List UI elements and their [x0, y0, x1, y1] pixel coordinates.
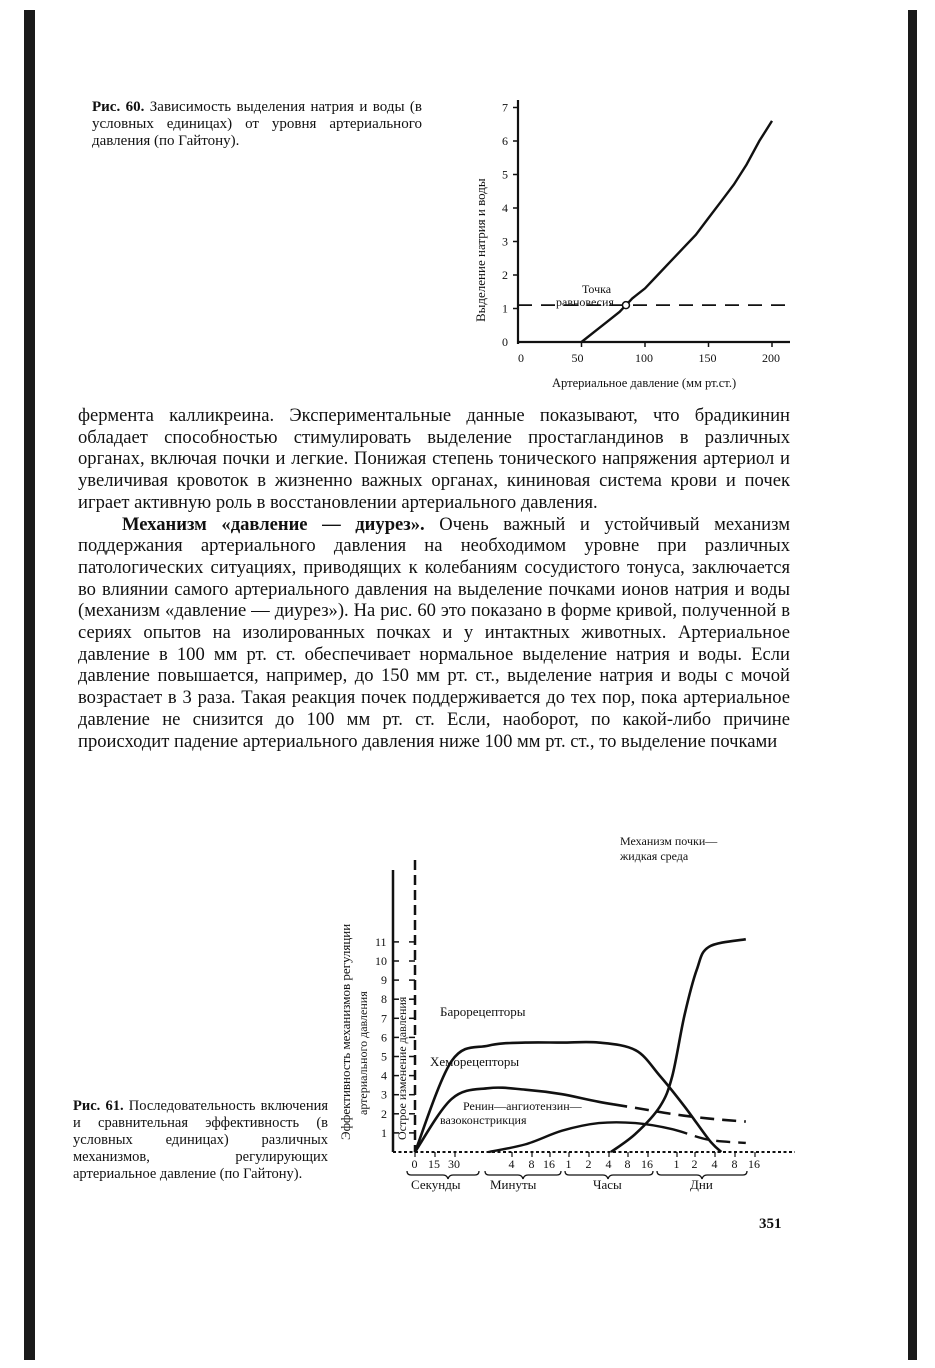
- figure-60-ticks: [502, 101, 780, 366]
- figure-61-annotation-kidney-1: Механизм почки—: [620, 834, 718, 848]
- figure-60-x-tick-label: 150: [698, 351, 717, 365]
- scan-edge-left: [24, 10, 35, 1360]
- figure-60-annotation-2: равновесия: [556, 295, 614, 309]
- figure-61-chart: [335, 830, 805, 1210]
- figure-61-x-tick-label: 4: [605, 1157, 612, 1171]
- figure-61-ylabel-inner: Острое изменение давления: [395, 996, 409, 1140]
- figure-60-y-tick-label: 3: [502, 234, 508, 249]
- figure-60-y-tick-label: 2: [502, 268, 508, 282]
- figure-60-caption-label: Рис. 60.: [92, 99, 145, 115]
- figure-60-y-tick-label: 5: [502, 167, 508, 182]
- figure-61-caption-text: Последовательность включения и сравнительная эффективность (в условных единицах) различных механизмов, регулирующих артериальное давление (по Гайтону).: [73, 1098, 329, 1182]
- figure-60-y-tick-label: 7: [502, 100, 508, 115]
- figure-61-y-tick-label: 6: [381, 1030, 387, 1045]
- figure-61-y-tick-label: 2: [381, 1106, 387, 1121]
- paragraph-2: [78, 514, 790, 753]
- figure-61-x-tick-label: 16: [641, 1157, 653, 1171]
- figure-61-x-tick-label: 8: [528, 1157, 535, 1171]
- figure-61-x-tick-label: 15: [428, 1157, 440, 1171]
- figure-60-y-tick-label: 6: [502, 134, 508, 148]
- figure-61-x-tick-label: 16: [543, 1157, 555, 1171]
- figure-61-y-tick-label: 10: [375, 954, 387, 968]
- figure-61-x-tick-label: 2: [585, 1157, 592, 1171]
- figure-61-group-hours: Часы: [593, 1177, 622, 1192]
- figure-61-y-tick-label: 1: [381, 1125, 387, 1140]
- figure-61-x-ticks: [412, 1152, 761, 1171]
- figure-60-y-tick-label: 4: [502, 201, 508, 215]
- figure-60-caption-text: Зависимость выделения натрия и воды (в условных единицах) от уровня артериального давления (по Гайтону).: [92, 99, 422, 149]
- scan-edge-right: [908, 10, 917, 1360]
- figure-60-caption: [92, 99, 422, 150]
- figure-61-group-seconds: Секунды: [411, 1177, 461, 1192]
- paragraph-1: фермента калликреина. Экспериментальные данные показывают, что брадикинин обладает способностью стимулировать выделение простагландинов в различных органах, включая почки и легкие. Понижая степень тонического напряжения артериол и увеличивая кровоток в жизненно важных органах, кининовая система крови и почек играет активную роль в восстановлении артериального давления.: [78, 405, 790, 513]
- figure-61-x-tick-label: 8: [731, 1157, 738, 1171]
- paragraph-2-text: Очень важный и устойчивый механизм поддержания артериального давления на необходимом уровне при различных патологических ситуациях, приводящих к колебаниям сосудистого тонуса, заключается во влиянии самого артериального давления на выделение почками ионов натрия и воды (механизм «давление — диурез»). На рис. 60 это показано в форме кривой, полученной в сериях опытов на изолированных почках и у интактных животных. Артериальное давление в 100 мм рт. ст. обеспечивает нормальное выделение натрия и воды. Если давление повышается, например, до 150 мм рт. ст., выделение натрия и воды с мочой возрастает в 3 раза. Такая реакция почек поддерживается до тех пор, пока артериальное давление не снизится до 100 мм рт. ст. Если, наоборот, по какой-либо причине происходит падение артериального давления ниже 100 мм рт. ст., то выделение почками: [78, 513, 790, 752]
- figure-61-label-baroreceptors: Барорецепторы: [440, 1004, 526, 1019]
- figure-61-annotation-kidney-2: жидкая среда: [620, 849, 689, 863]
- figure-61-x-tick-label: 4: [711, 1157, 718, 1171]
- figure-61-x-tick-label: 1: [565, 1157, 572, 1171]
- figure-61-x-tick-label: 8: [624, 1157, 631, 1171]
- figure-60-y-tick-label: 0: [502, 335, 508, 349]
- figure-61-caption-label: Рис. 61.: [73, 1098, 124, 1114]
- figure-60-equilibrium-point: [622, 302, 629, 309]
- figure-61-x-tick-label: 4: [508, 1157, 515, 1171]
- figure-60-ylabel: Выделение натрия и воды: [473, 178, 488, 322]
- figure-61-ylabel-outer-1: Эффективность механизмов регуляции: [338, 923, 353, 1140]
- figure-60-annotation-1: Точка: [582, 282, 612, 296]
- figure-61-y-tick-label: 11: [375, 934, 387, 949]
- figure-61-label-renin-2: вазоконстрикция: [440, 1113, 527, 1127]
- figure-61-group-days: Дни: [690, 1177, 713, 1192]
- figure-60-y-tick-label: 1: [502, 301, 508, 316]
- figure-60-x-tick-label: 100: [635, 351, 653, 365]
- figure-61-caption: [73, 1098, 328, 1183]
- figure-61-y-tick-label: 9: [381, 973, 387, 988]
- figure-61-x-tick-label: 1: [673, 1157, 680, 1171]
- figure-61-y-tick-label: 8: [381, 992, 387, 1007]
- figure-61-ylabel-outer-2: артериального давления: [356, 991, 370, 1115]
- page-number: 351: [759, 1216, 782, 1232]
- figure-61-y-tick-label: 3: [381, 1087, 387, 1102]
- paragraph-2-heading: Механизм «давление — диурез».: [122, 513, 425, 535]
- figure-61-x-tick-label: 0: [411, 1157, 418, 1171]
- body-text: [78, 405, 790, 752]
- figure-61-y-tick-label: 4: [381, 1068, 387, 1083]
- figure-61-y-tick-label: 7: [381, 1011, 387, 1026]
- figure-61-x-tick-label: 16: [748, 1157, 760, 1171]
- figure-60-x-tick-label: 200: [762, 351, 780, 365]
- figure-60-chart: [460, 92, 800, 397]
- figure-61-label-chemoreceptors: Хеморецепторы: [430, 1054, 520, 1069]
- figure-60-x-tick-label: 0: [518, 351, 524, 365]
- figure-60-xlabel: Артериальное давление (мм рт.ст.): [552, 376, 737, 390]
- figure-61-group-minutes: Минуты: [490, 1177, 537, 1192]
- figure-61-x-tick-label: 2: [691, 1157, 698, 1171]
- figure-61-label-renin-1: Ренин—ангиотензин—: [463, 1099, 582, 1113]
- figure-61-y-tick-label: 5: [381, 1049, 387, 1064]
- figure-60-x-tick-label: 50: [571, 351, 584, 365]
- figure-61-x-tick-label: 30: [448, 1157, 460, 1171]
